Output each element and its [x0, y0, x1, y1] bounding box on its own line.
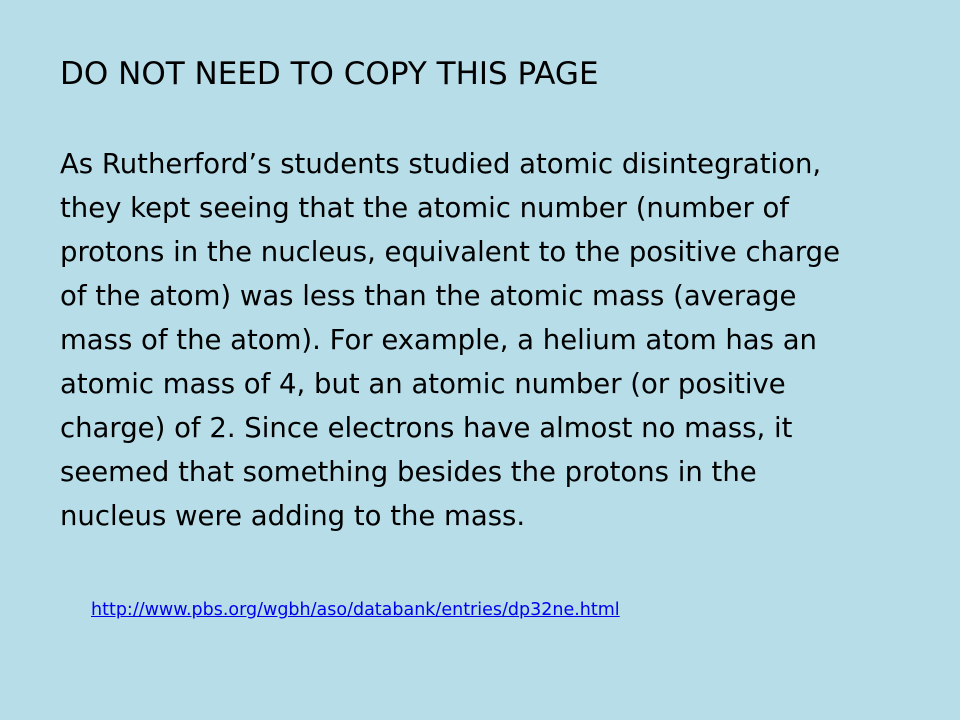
body-line: mass of the atom). For example, a helium atom has an: [60, 324, 817, 356]
body-line: charge) of 2. Since electrons have almost no mass, it: [60, 412, 793, 444]
body-line: As Rutherford’s students studied atomic disintegration,: [60, 148, 822, 180]
body-line: of the atom) was less than the atomic mass (average: [60, 280, 797, 312]
source-link[interactable]: http://www.pbs.org/wgbh/aso/databank/entries/dp32ne.html: [91, 600, 620, 620]
body-line: atomic mass of 4, but an atomic number (or positive: [60, 368, 786, 400]
slide-heading: DO NOT NEED TO COPY THIS PAGE: [60, 56, 599, 92]
body-line: they kept seeing that the atomic number (number of: [60, 192, 790, 224]
body-line: protons in the nucleus, equivalent to the positive charge: [60, 236, 841, 268]
body-line: nucleus were adding to the mass.: [60, 500, 526, 532]
body-line: seemed that something besides the protons in the: [60, 456, 757, 488]
body-paragraph: [60, 142, 930, 538]
